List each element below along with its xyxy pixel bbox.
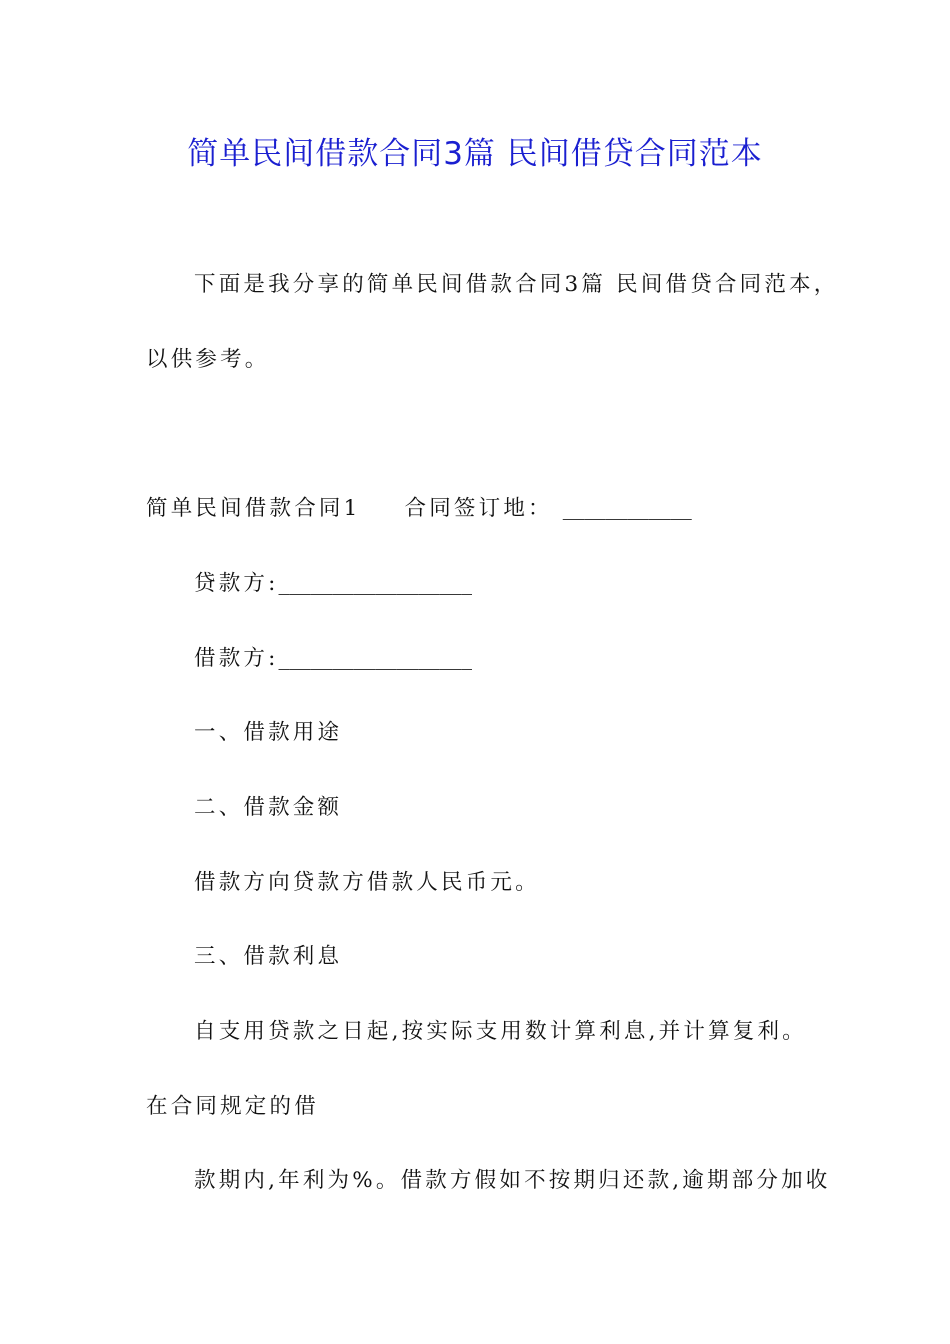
interest-paragraph-line-2: 在合同规定的借: [146, 1094, 319, 1119]
intro-paragraph-line-2: 以供参考。: [146, 347, 270, 372]
borrower-label: 借款方:: [194, 646, 279, 671]
section-heading-interest: 三、借款利息: [194, 944, 343, 969]
interest-paragraph-line-1: 自支用贷款之日起,按实际支用数计算利息,并计算复利。: [194, 1019, 807, 1044]
contract-heading-line: [146, 491, 692, 527]
sign-place-label: 合同签订地：: [404, 496, 553, 521]
lender-blank: __________________: [278, 571, 473, 596]
section-heading-purpose: 一、借款用途: [194, 720, 343, 745]
intro-paragraph-line-1: 下面是我分享的简单民间借款合同3篇 民间借贷合同范本，: [194, 272, 839, 297]
lender-line: [194, 566, 472, 602]
amount-paragraph: 借款方向贷款方借款人民币元。: [194, 870, 540, 895]
sign-place-blank: ____________: [562, 496, 692, 521]
lender-label: 贷款方:: [194, 571, 279, 596]
section-heading-amount: 二、借款金额: [194, 795, 343, 820]
interest-paragraph-line-3: 款期内,年利为%。借款方假如不按期归还款,逾期部分加收: [194, 1168, 831, 1193]
borrower-blank: __________________: [278, 646, 473, 671]
contract-heading: 简单民间借款合同1: [146, 496, 361, 521]
page-title: 简单民间借款合同3篇 民间借贷合同范本: [187, 136, 763, 172]
borrower-line: [194, 641, 472, 677]
